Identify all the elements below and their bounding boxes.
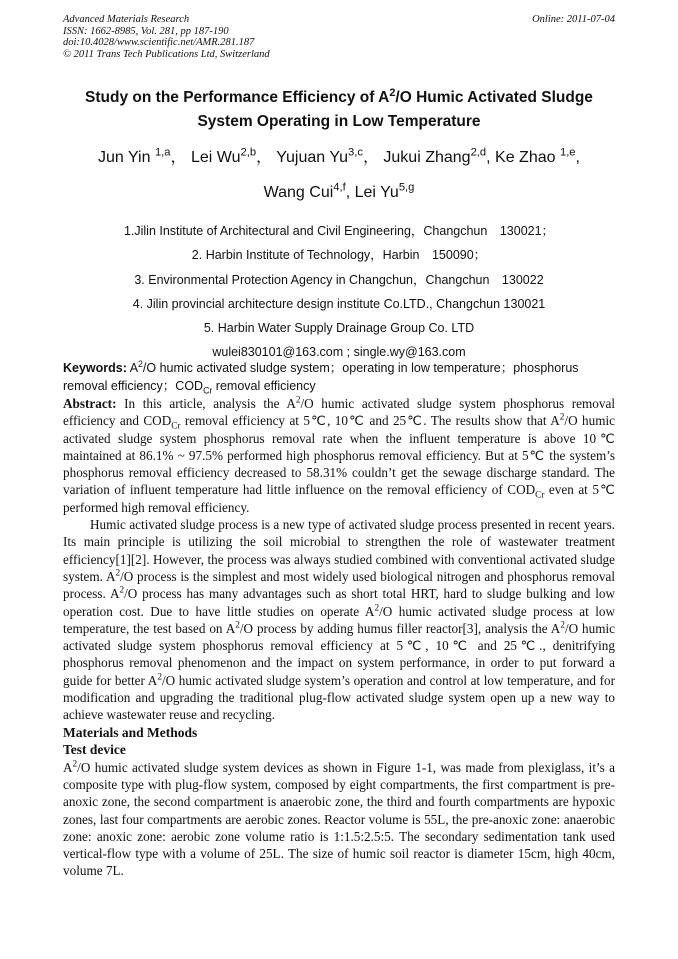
- online-date: Online: 2011-07-04: [532, 14, 615, 25]
- device-paragraph: $A^2/O$ humic activated sludge system devices as shown in Figure 1-1, was made from plexiglass, it’s a composite type with plug-flow system, composed by eight compartments, the first compartment is pre-anoxic zone, the second compartment is anaerobic zone, the third and fourth compartments are hypoxic zones, last four compartments are aerobic zones. Reactor volume is 55L, the pre-anoxic zone: anaerobic zone: anoxic zone: aerobic zone volume ratio is 1:1.5:2.5:5. The secondary sedimentation tank used vertical-flow type with a volume of 25L. The size of humic soil reactor is diameter 15cm, high 40cm, volume 7L.: [63, 758, 615, 879]
- author: Jukui Zhang$^{2,d}$,: [383, 146, 496, 166]
- keywords: Keywords: $A^2/O$ humic activated sludge system；operating in low temperature；phosphorus removal efficiency；$COD_{Cr}$ removal efficiency: [63, 358, 579, 395]
- paper-body: [63, 360, 615, 880]
- title-superscript: 2: [389, 86, 396, 99]
- affiliation: 4. Jilin provincial architecture design institute Co.LTD., Changchun 130021: [132, 296, 546, 311]
- affiliations: [40, 219, 638, 365]
- author-list: [40, 144, 638, 167]
- journal-name: Advanced Materials Research: [63, 14, 190, 25]
- author-list-continued: [40, 181, 638, 202]
- title-part: /O Humic Activated Sludge: [395, 89, 593, 106]
- affiliation: 2. Harbin Institute of Technology，Harbin 150090；: [191, 248, 487, 263]
- author: Wang Cui$^{4,f}$,: [263, 181, 355, 201]
- title-part: Study on the Performance Efficiency of A: [85, 89, 390, 106]
- keywords-label: Keywords:: [63, 361, 127, 375]
- paper-title: [40, 86, 638, 134]
- author: Jun Yin $^{1,a}$，: [98, 146, 187, 166]
- author: Lei Yu$^{5,g}$: [354, 181, 415, 201]
- section-heading: Materials and Methods: [63, 724, 198, 740]
- issn-line: ISSN: 1662-8985, Vol. 281, pp 187-190: [63, 25, 229, 37]
- doi-line: doi:10.4028/www.scientific.net/AMR.281.187: [63, 37, 255, 48]
- author: Lei Wu$^{2,b}$，: [190, 146, 273, 166]
- author: Yujuan Yu$^{3,c}$，: [276, 146, 379, 166]
- journal-header: [63, 14, 615, 60]
- author: Ke Zhao $^{1,e}$,: [495, 146, 580, 166]
- abstract: Abstract: In this article, analysis the $A^2/O$ humic activated sludge system phosphorus removal efficiency and $COD_{Cr}$ removal efficiency at 5℃, 10℃ and 25℃. The results show that $A^2/O$ humic activated sludge system phosphorus removal rate when the influent temperature is above 10℃ maintained at 86.1% ~ 97.5% performed high phosphorus removal efficiency. But at 5℃ the system’s phosphorus removal efficiency decreased to 58.31% couldn’t get the sewage discharge standard. The variation of influent temperature had little influence on the removal efficiency of $COD_{Cr}$ even at 5℃ performed high removal efficiency.: [63, 394, 616, 515]
- affiliation: 5. Harbin Water Supply Drainage Group Co. LTD: [203, 321, 475, 336]
- contact-emails: wulei830101@163.com ; single.wy@163.com: [212, 345, 466, 360]
- subsection-heading: Test device: [63, 742, 126, 758]
- intro-paragraph: Humic activated sludge process is a new type of activated sludge process presented in recent years. Its main principle is utilizing the soil microbial to strengthen the role of wastewater treatment efficiency[1][2]. However, the process was always studied combined with conventional activated sludge system. $A^2/O$ process is the simplest and most widely used biological nitrogen and phosphorus removal process. $A^2/O$ process has many advantages such as short total HRT, hard to sludge bulking and low operation cost. Due to have little studies on operate $A^2/O$ humic activated sludge process at low temperature, the test based on $A^2/O$ process by adding humus filler reactor[3], analysis the $A^2/O$ humic activated sludge system phosphorus removal efficiency at 5℃, 10℃ and 25℃., denitrifying phosphorus removal phenomenon and the impact on system performance, in order to put forward a guide for better $A^2/O$ humic activated sludge system’s operation and control at low temperature, and for modification and upgrading the traditional plug-flow activated sludge system open up a new way to achieve wastewater reuse and recycling.: [63, 517, 615, 723]
- abstract-label: Abstract:: [63, 396, 117, 411]
- affiliation: 1.Jilin Institute of Architectural and Civil Engineering，Changchun 130021；: [123, 224, 555, 238]
- copyright-line: © 2011 Trans Tech Publications Ltd, Switzerland: [63, 48, 270, 60]
- title-line-2: System Operating in Low Temperature: [197, 113, 481, 130]
- affiliation: 3. Environmental Protection Agency in Changchun，Changchun 130022: [134, 272, 544, 287]
